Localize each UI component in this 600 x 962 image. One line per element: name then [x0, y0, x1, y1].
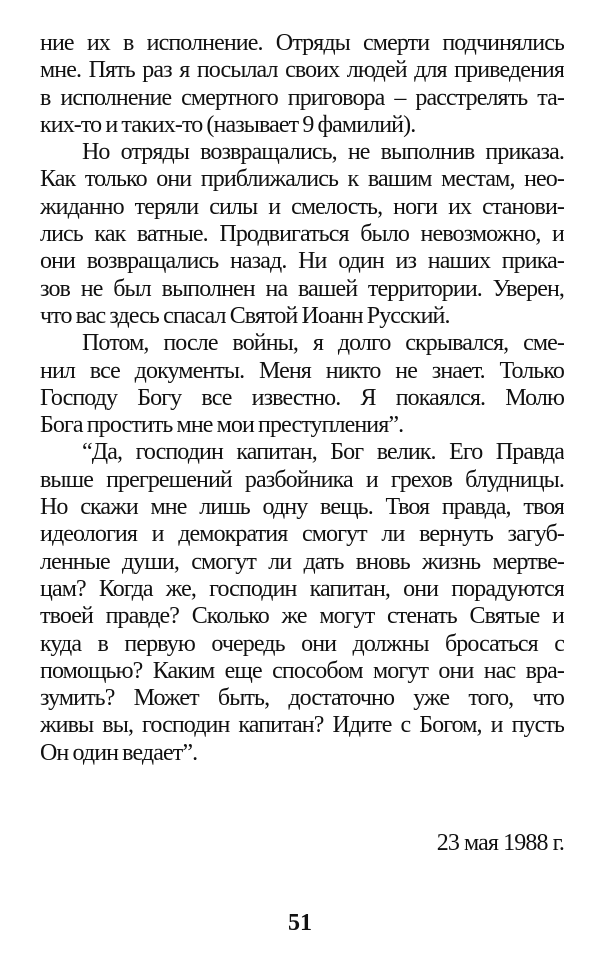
date-line: 23 мая 1988 г.: [436, 830, 564, 856]
text-line: нил все документы. Меня никто не знает. Только: [40, 357, 564, 384]
text-line: лись как ватные. Продвигаться было невозможно, и: [40, 221, 564, 248]
text-line: идеология и демократия смогут ли вернуть загуб-: [40, 521, 564, 548]
text-line: живы вы, господин капитан? Идите с Богом, и пусть: [40, 712, 564, 739]
text-line: зов не был выполнен на вашей территории. Уверен,: [40, 275, 564, 302]
text-line: Бога простить мне мои преступления”.: [40, 412, 404, 439]
text-line: “Да, господин капитан, Бог велик. Его Правда: [82, 439, 564, 466]
text-line: ких-то и таких-то (называет 9 фамилий).: [40, 111, 416, 138]
text-line: мне. Пять раз я посылал своих людей для приведения: [40, 57, 564, 84]
text-line: в исполнение смертного приговора – расстрелять та-: [40, 84, 564, 111]
text-line: помощью? Каким еще способом могут они нас вра-: [40, 657, 564, 684]
text-line: они возвращались назад. Ни один из наших прика-: [40, 248, 564, 275]
text-line: ние их в исполнение. Отряды смерти подчинялись: [40, 30, 564, 56]
text-line: что вас здесь спасал Святой Иоанн Русский.: [40, 302, 450, 329]
text-line: жиданно теряли силы и смелость, ноги их станови-: [40, 193, 564, 220]
text-line: ленные души, смогут ли дать вновь жизнь мертве-: [40, 548, 564, 575]
body-text: [40, 30, 564, 767]
text-line: твоей правде? Сколько же могут стенать Святые и: [40, 603, 564, 630]
text-line: куда в первую очередь они должны бросаться с: [40, 630, 564, 657]
text-line: Но скажи мне лишь одну вещь. Твоя правда, твоя: [40, 494, 564, 521]
text-line: Как только они приближались к вашим местам, нео-: [40, 166, 564, 193]
text-line: Господу Богу все известно. Я покаялся. Молю: [40, 384, 564, 411]
text-line: Он один ведает”.: [40, 739, 198, 766]
text-line: выше прегрешений разбойника и грехов блудницы.: [40, 466, 564, 493]
text-line: зумить? Может быть, достаточно уже того, что: [40, 685, 564, 712]
page-number: 51: [288, 910, 312, 936]
text-line: цам? Когда же, господин капитан, они порадуются: [40, 575, 564, 602]
text-line: Но отряды возвращались, не выполнив приказа.: [82, 139, 564, 166]
text-line: Потом, после войны, я долго скрывался, сме-: [82, 330, 564, 357]
